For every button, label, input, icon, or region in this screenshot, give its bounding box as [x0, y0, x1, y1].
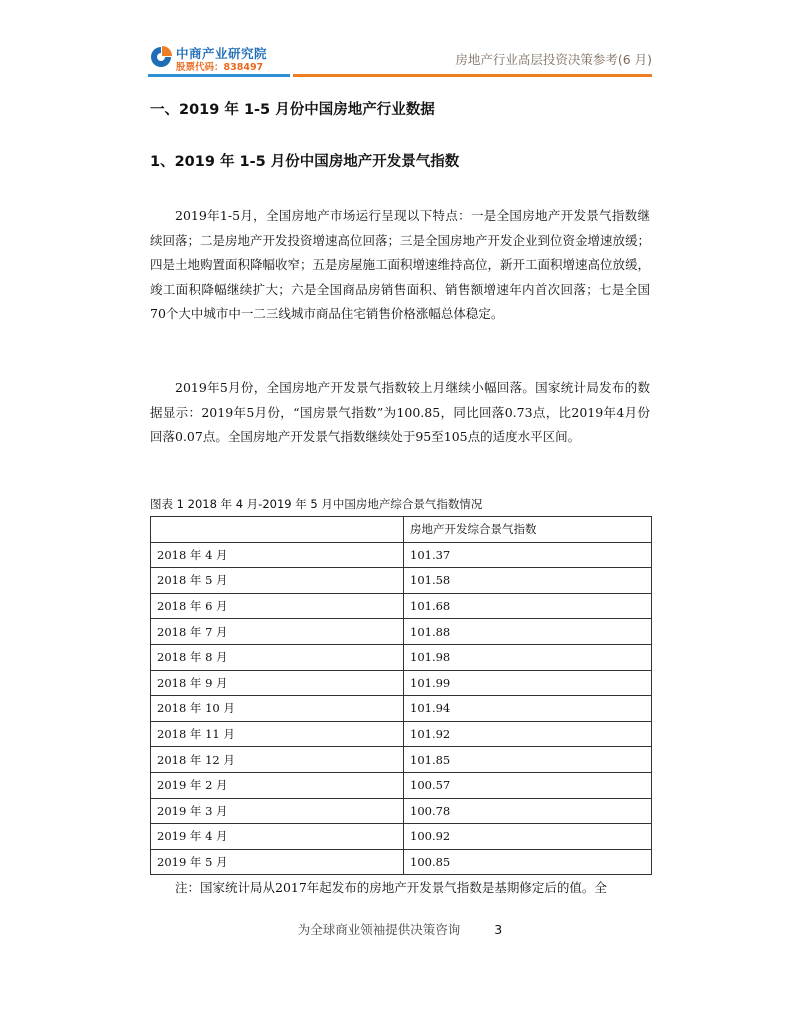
table-header-row [151, 517, 652, 543]
index-value-cell: 100.57 [404, 772, 652, 798]
paragraph-2: 2019年5月份，全国房地产开发景气指数较上月继续小幅回落。国家统计局发布的数据显示：2019年5月份，“国房景气指数”为100.85，同比回落0.73点，比2019年4月份回落0.07点。全国房地产开发景气指数继续处于95至105点的适度水平区间。 [150, 380, 650, 444]
table-row [151, 696, 652, 722]
table-note: 注：国家统计局从2017年起发布的房地产开发景气指数是基期修定后的值。全 [175, 880, 607, 895]
document-title: 房地产行业高层投资决策参考(6 月) [455, 52, 652, 67]
logo-stock-code: 股票代码：838497 [176, 62, 264, 73]
index-value-cell: 101.37 [404, 542, 652, 568]
index-value-cell: 101.58 [404, 568, 652, 594]
section-heading: 一、2019 年 1-5 月份中国房地产行业数据 [150, 102, 435, 118]
index-value-cell: 101.92 [404, 721, 652, 747]
period-cell: 2019 年 2 月 [151, 772, 404, 798]
index-value-cell: 101.99 [404, 670, 652, 696]
table-header-cell [151, 517, 404, 543]
index-value-cell: 101.68 [404, 593, 652, 619]
company-logo [148, 44, 298, 74]
header-rule-orange [293, 74, 652, 77]
period-cell: 2018 年 8 月 [151, 644, 404, 670]
period-cell: 2018 年 4 月 [151, 542, 404, 568]
period-cell: 2018 年 11 月 [151, 721, 404, 747]
table-header-cell: 房地产开发综合景气指数 [404, 517, 652, 543]
index-table [150, 516, 652, 875]
paragraph-1: 2019年1-5月，全国房地产市场运行呈现以下特点：一是全国房地产开发景气指数继续回落；二是房地产开发投资增速高位回落；三是全国房地产开发企业到位资金增速放缓；四是土地购置面积降幅收窄；五是房屋施工面积增速维持高位，新开工面积增速高位放缓，竣工面积降幅继续扩大；六是全国商品房销售面积、销售额增速年内首次回落；七是全国70个大中城市中一二三线城市商品住宅销售价格涨幅总体稳定。 [150, 208, 651, 321]
table-row [151, 670, 652, 696]
period-cell: 2018 年 10 月 [151, 696, 404, 722]
table-row [151, 619, 652, 645]
index-value-cell: 101.85 [404, 747, 652, 773]
period-cell: 2019 年 4 月 [151, 824, 404, 850]
period-cell: 2018 年 12 月 [151, 747, 404, 773]
table-row [151, 721, 652, 747]
index-value-cell: 100.92 [404, 824, 652, 850]
index-value-cell: 100.85 [404, 849, 652, 875]
period-cell: 2018 年 5 月 [151, 568, 404, 594]
index-value-cell: 101.98 [404, 644, 652, 670]
table-row [151, 542, 652, 568]
table-row [151, 798, 652, 824]
logo-company-name: 中商产业研究院 [176, 46, 268, 61]
period-cell: 2018 年 9 月 [151, 670, 404, 696]
index-value-cell: 100.78 [404, 798, 652, 824]
period-cell: 2018 年 6 月 [151, 593, 404, 619]
page-number: 3 [494, 922, 503, 937]
index-value-cell: 101.88 [404, 619, 652, 645]
table-row [151, 772, 652, 798]
period-cell: 2018 年 7 月 [151, 619, 404, 645]
table-row [151, 644, 652, 670]
table-caption: 图表 1 2018 年 4 月-2019 年 5 月中国房地产综合景气指数情况 [150, 497, 483, 511]
table-row [151, 593, 652, 619]
table-row [151, 849, 652, 875]
period-cell: 2019 年 3 月 [151, 798, 404, 824]
header-rule-blue [148, 74, 290, 77]
table-row [151, 747, 652, 773]
footer-slogan: 为全球商业领袖提供决策咨询 [297, 922, 461, 937]
period-cell: 2019 年 5 月 [151, 849, 404, 875]
subsection-heading: 1、2019 年 1-5 月份中国房地产开发景气指数 [150, 154, 460, 170]
page-footer [0, 920, 800, 938]
table-row [151, 568, 652, 594]
logo-mark-icon [150, 46, 172, 68]
page-header [148, 44, 652, 76]
index-value-cell: 101.94 [404, 696, 652, 722]
table-row [151, 824, 652, 850]
